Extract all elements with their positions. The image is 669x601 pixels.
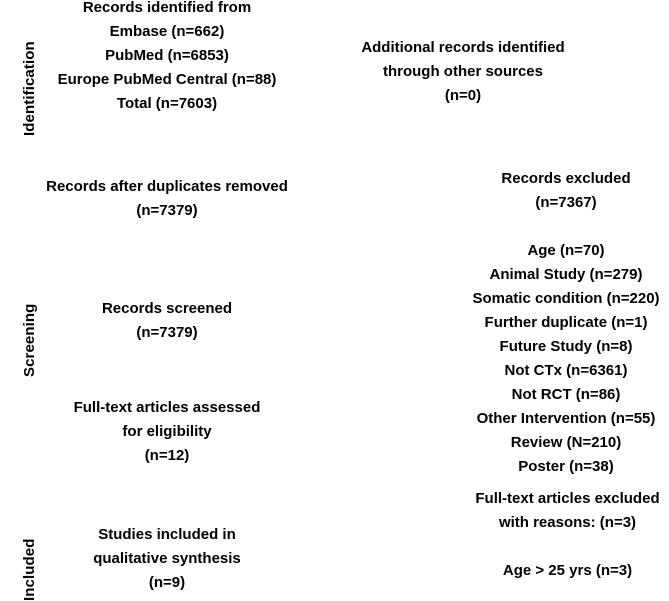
fulltext-excluded-spacer: [466, 535, 669, 559]
records-identified-line: PubMed (n=6853): [105, 47, 229, 64]
fulltext-excluded-line: with reasons: (n=3): [498, 514, 637, 531]
exclusion-reason-item: Other Intervention (n=55): [476, 410, 656, 427]
stage-label-identification-text: Identification: [21, 41, 38, 136]
fulltext-assessed-line: Full-text articles assessed: [73, 399, 261, 416]
fulltext-assessed-line: (n=12): [144, 447, 190, 464]
records-identified-line: Embase (n=662): [109, 23, 225, 40]
exclusion-reason-item: Future Study (n=8): [499, 338, 633, 355]
fulltext-assessed-block: [17, 396, 317, 468]
exclusion-reasons-list: [463, 239, 669, 479]
studies-included-line: Studies included in: [98, 526, 236, 543]
records-excluded-line: Records excluded: [501, 170, 631, 187]
records-identified-line: Total (n=7603): [116, 95, 218, 112]
exclusion-reason-item: Animal Study (n=279): [489, 266, 643, 283]
fulltext-excluded-line: Age > 25 yrs (n=3): [502, 562, 633, 579]
records-screened-block: [17, 297, 317, 345]
additional-records-line: through other sources: [382, 63, 543, 80]
stage-label-included-text: Included: [21, 538, 38, 601]
studies-included-line: (n=9): [148, 574, 186, 591]
exclusion-reason-item: Not RCT (n=86): [511, 386, 621, 403]
studies-included-line: qualitative synthesis: [93, 550, 241, 567]
stage-label-screening-text: Screening: [21, 303, 38, 377]
exclusion-reason-item: Review (N=210): [510, 434, 622, 451]
records-identified-line: Records identified from: [82, 0, 252, 16]
fulltext-assessed-line: for eligibility: [122, 423, 212, 440]
records-screened-line: (n=7379): [136, 324, 198, 341]
exclusion-reason-item: Age (n=70): [527, 242, 605, 259]
fulltext-excluded-line: Full-text articles excluded: [475, 490, 660, 507]
records-screened-line: Records screened: [101, 300, 233, 317]
records-excluded-block: [466, 167, 666, 215]
additional-records-block: [343, 36, 583, 108]
exclusion-reason-item: Not CTx (n=6361): [504, 362, 628, 379]
additional-records-line: (n=0): [444, 87, 482, 104]
records-after-duplicates-line: (n=7379): [136, 202, 198, 219]
records-excluded-line: (n=7367): [535, 194, 597, 211]
exclusion-reason-item: Poster (n=38): [518, 458, 614, 475]
fulltext-excluded-block: [466, 487, 669, 583]
exclusion-reason-item: Further duplicate (n=1): [484, 314, 648, 331]
records-after-duplicates-line: Records after duplicates removed: [46, 178, 288, 195]
additional-records-line: Additional records identified: [361, 39, 565, 56]
records-identified-line: Europe PubMed Central (n=88): [57, 71, 277, 88]
studies-included-block: [17, 523, 317, 595]
exclusion-reason-item: Somatic condition (n=220): [472, 290, 660, 307]
records-after-duplicates-block: [17, 175, 317, 223]
records-identified-block: [17, 0, 317, 116]
